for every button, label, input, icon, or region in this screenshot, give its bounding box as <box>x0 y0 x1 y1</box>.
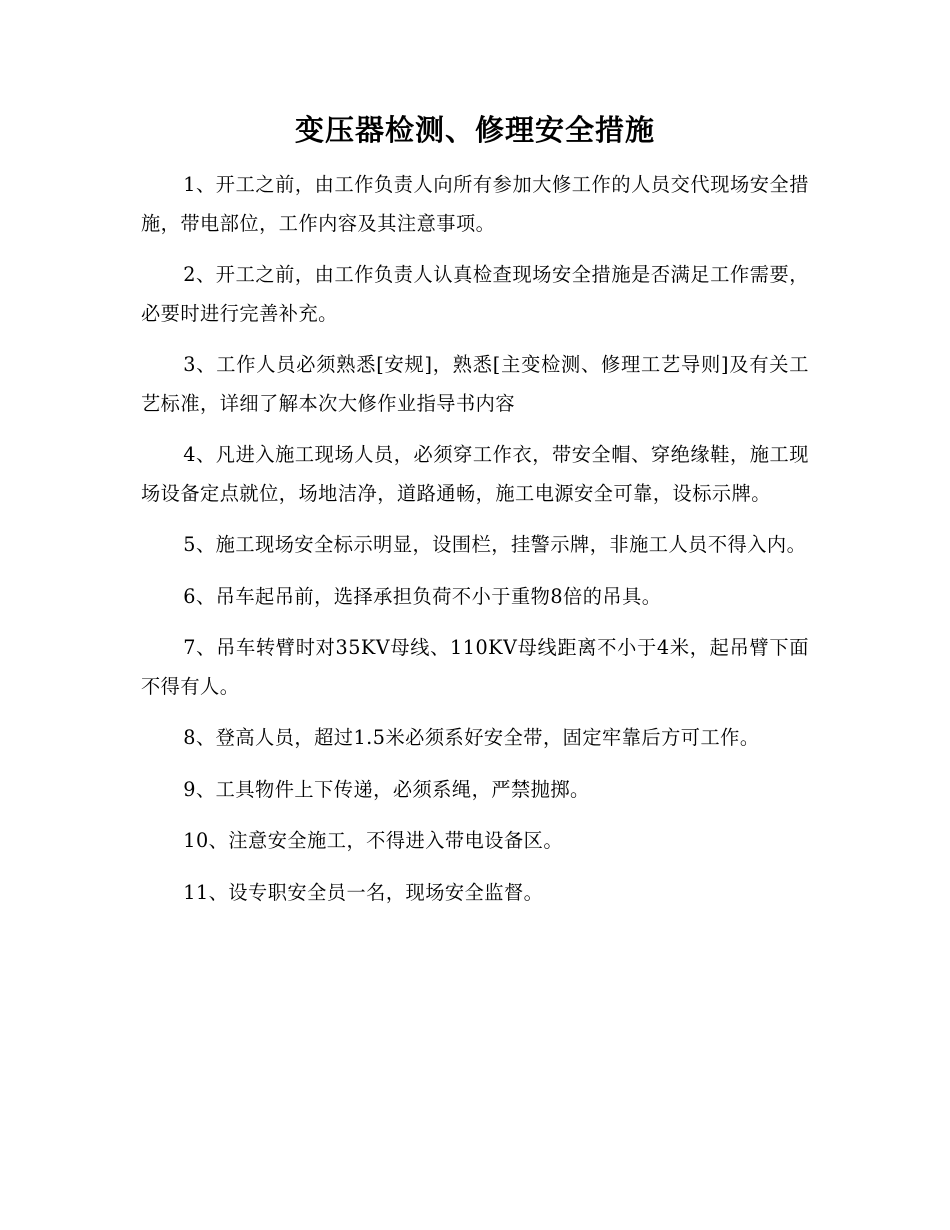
paragraph-6: 6、吊车起吊前，选择承担负荷不小于重物8倍的吊具。 <box>183 584 662 608</box>
paragraph-1: 1、开工之前，由工作负责人向所有参加大修工作的人员交代现场安全措施，带电部位，工作内容及其注意事项。 <box>141 173 809 235</box>
paragraph-9: 9、工具物件上下传递，必须系绳，严禁抛掷。 <box>183 777 590 801</box>
paragraph-4: 4、凡进入施工现场人员，必须穿工作衣，带安全帽、穿绝缘鞋，施工现场设备定点就位，场地洁净，道路通畅，施工电源安全可靠，设标示牌。 <box>141 443 809 505</box>
paragraph-11: 11、设专职安全员一名，现场安全监督。 <box>183 880 544 904</box>
document-body <box>141 166 809 925</box>
paragraph-7: 7、吊车转臂时对35KV母线、110KV母线距离不小于4米，起吊臂下面不得有人。 <box>141 636 809 698</box>
paragraph-3: 3、工作人员必须熟悉[安规]，熟悉[主变检测、修理工艺导则]及有关工艺标准，详细了解本次大修作业指导书内容 <box>141 353 809 415</box>
paragraph-2: 2、开工之前，由工作负责人认真检查现场安全措施是否满足工作需要，必要时进行完善补充。 <box>141 263 809 325</box>
paragraph-8: 8、登高人员，超过1.5米必须系好安全带，固定牢靠后方可工作。 <box>183 726 760 749</box>
paragraph-10: 10、注意安全施工，不得进入带电设备区。 <box>183 829 564 852</box>
document-title: 变压器检测、修理安全措施 <box>294 113 655 147</box>
paragraph-5: 5、施工现场安全标示明显，设围栏，挂警示牌，非施工人员不得入内。 <box>183 533 807 556</box>
